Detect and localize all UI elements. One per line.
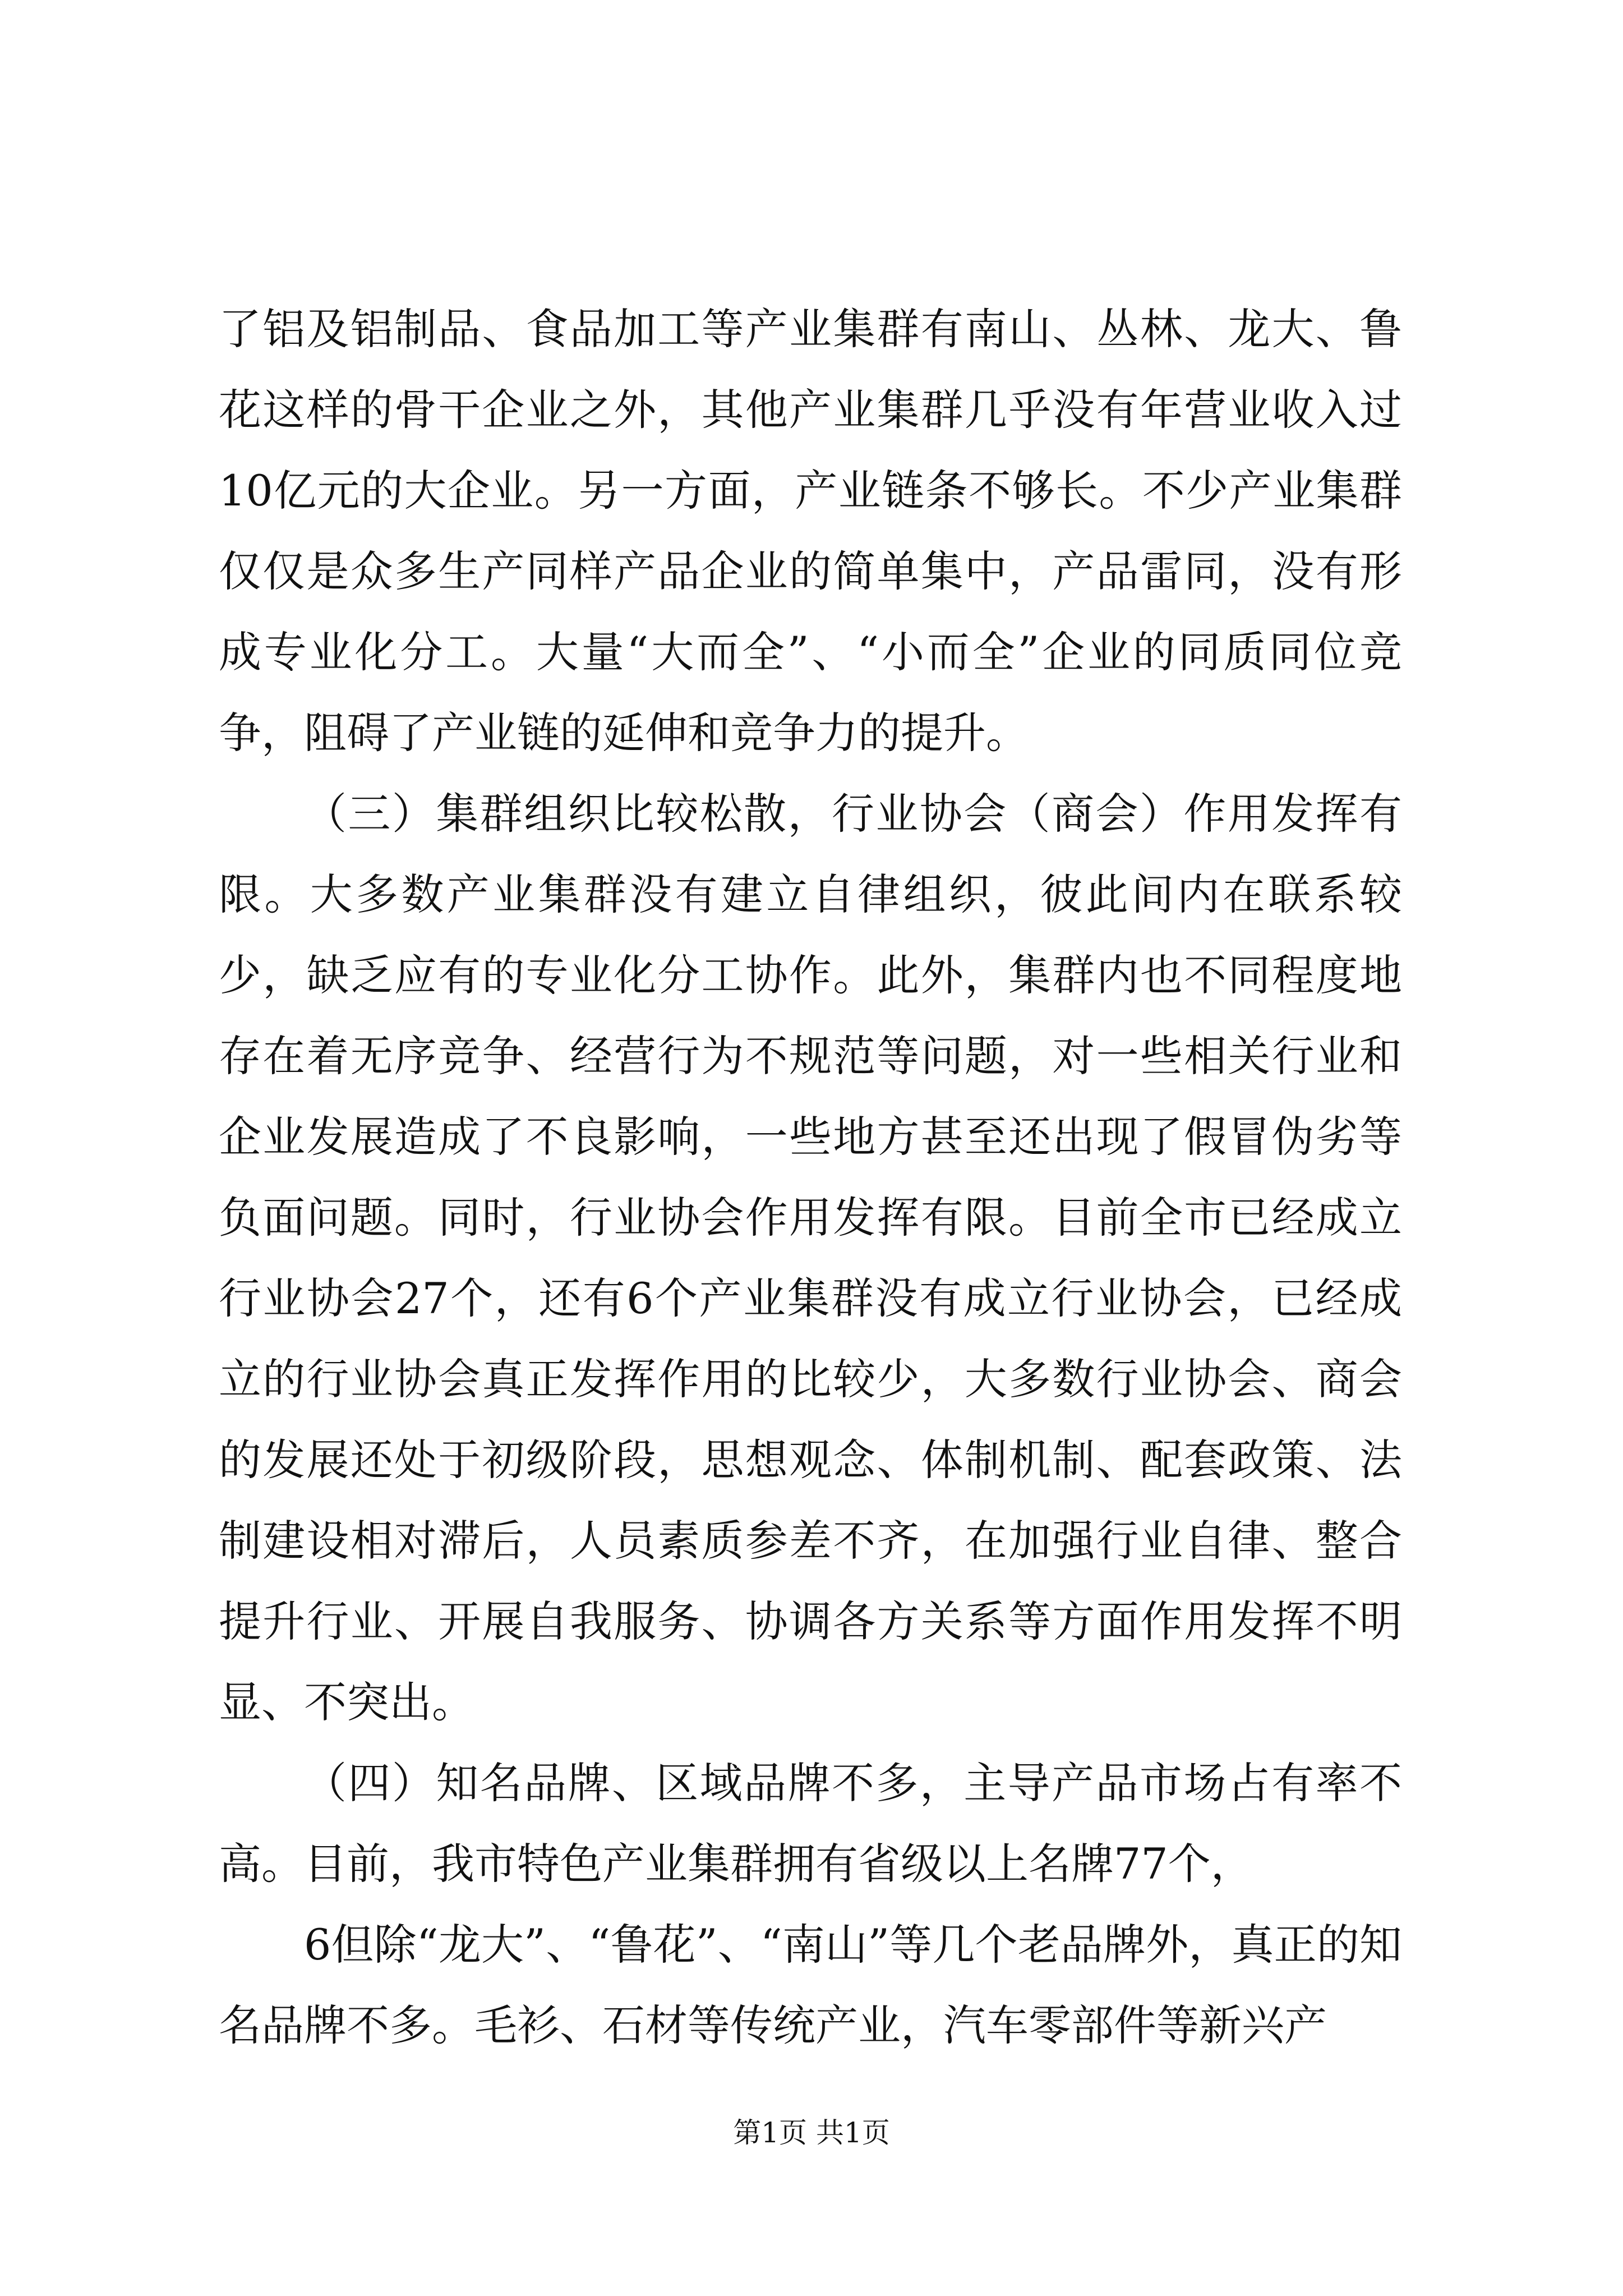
paragraph-3: （四）知名品牌、区域品牌不多，主导产品市场占有率不高。目前，我市特色产业集群拥有省级以上名牌77个， xyxy=(219,1758,1402,1889)
document-body xyxy=(219,289,1402,2066)
paragraph-2: （三）集群组织比较松散，行业协会（商会）作用发挥有限。大多数产业集群没有建立自律组织，彼此间内在联系较少，缺乏应有的专业化分工协作。此外，集群内也不同程度地存在着无序竞争、经营行为不规范等问题，对一些相关行业和企业发展造成了不良影响，一些地方甚至还出现了假冒伪劣等负面问题。同时，行业协会作用发挥有限。目前全市已经成立行业协会27个，还有6个产业集群没有成立行业协会，已经成立的行业协会真正发挥作用的比较少，大多数行业协会、商会的发展还处于初级阶段，思想观念、体制机制、配套政策、法制建设相对滞后，人员素质参差不齐，在加强行业自律、整合提升行业、开展自我服务、协调各方关系等方面作用发挥不明显、不突出。 xyxy=(219,789,1402,1727)
paragraph-1: 了铝及铝制品、食品加工等产业集群有南山、丛林、龙大、鲁花这样的骨干企业之外，其他产业集群几乎没有年营业收入过10亿元的大企业。另一方面，产业链条不够长。不少产业集群仅仅是众多生产同样产品企业的简单集中，产品雷同，没有形成专业化分工。大量“大而全”、“小而全”企业的同质同位竞争，阻碍了产业链的延伸和竞争力的提升。 xyxy=(219,304,1402,758)
paragraph-4: 6但除“龙大”、“鲁花”、“南山”等几个老品牌外，真正的知名品牌不多。毛衫、石材等传统产业，汽车零部件等新兴产 xyxy=(219,1920,1402,2050)
page-footer: 第1页 共1页 xyxy=(733,2116,890,2149)
